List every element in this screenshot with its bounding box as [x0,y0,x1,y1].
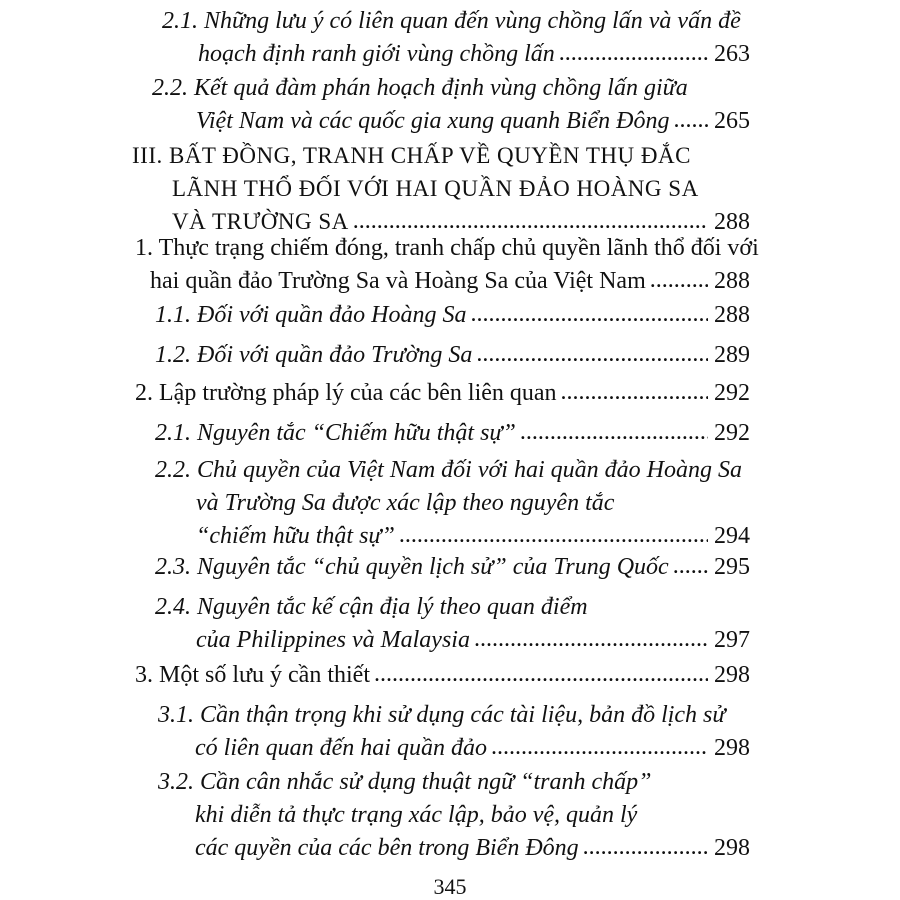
toc-entry-title: 3. Một số lưu ý cần thiết [135,662,370,688]
toc-entry [0,418,900,448]
toc-entry-line [135,233,900,263]
toc-entry-line [196,625,750,655]
toc-entry-line [155,455,900,485]
toc-entry-line [158,767,900,797]
toc-entry [0,552,900,582]
toc-entry [0,340,900,370]
dot-leader [650,265,708,295]
toc-page-number: 297 [714,627,750,653]
toc-entry-line [132,141,900,171]
toc-entry [0,73,900,136]
toc-entry-line [195,733,750,763]
toc-entry [0,767,900,863]
dot-leader [559,38,708,68]
toc-entry-title: 2. Lập trường pháp lý của các bên liên quan [135,380,557,406]
toc-entry [0,141,900,237]
toc-entry-line [158,700,900,730]
toc-entry [0,455,900,551]
toc-entry-line [196,488,900,518]
toc-page-number: 288 [714,209,750,235]
toc-entry-title: và Trường Sa được xác lập theo nguyên tắc [196,490,615,516]
dot-leader [561,377,708,407]
toc-entry-title: III. BẤT ĐỒNG, TRANH CHẤP VỀ QUYỀN THỤ ĐẮC [132,143,691,168]
dot-leader [491,732,708,762]
toc-page-number: 292 [714,380,750,406]
toc-page-number: 298 [714,662,750,688]
toc-entry [0,700,900,763]
dot-leader [470,299,708,329]
toc-entry-line [155,300,750,330]
toc-entry-title: 2.2. Kết quả đàm phán hoạch định vùng chồng lấn giữa [152,75,688,101]
toc-entry-title: của Philippines và Malaysia [196,627,470,653]
toc-page-number: 288 [714,268,750,294]
toc-page-number: 263 [714,41,750,67]
toc-entry-title: 2.1. Những lưu ý có liên quan đến vùng chồng lấn và vấn đề [162,8,741,34]
toc-entry-title: LÃNH THỔ ĐỐI VỚI HAI QUẦN ĐẢO HOÀNG SA [172,176,699,201]
dot-leader [673,105,708,135]
toc-entry-line [196,521,750,551]
toc-entry [0,660,900,690]
toc-entry [0,300,900,330]
toc-entry-title: 1. Thực trạng chiếm đóng, tranh chấp chủ quyền lãnh thổ đối với [135,235,759,261]
dot-leader [474,624,708,654]
toc-entry-title: khi diễn tả thực trạng xác lập, bảo vệ, quản lý [195,802,638,828]
page-number: 345 [433,874,467,899]
toc-page-number: 298 [714,735,750,761]
dot-leader [374,659,708,689]
toc-entry-line [155,552,750,582]
dot-leader [353,206,708,236]
toc-page-number: 298 [714,835,750,861]
toc-entry-line [195,800,900,830]
toc-entry-title: 2.2. Chủ quyền của Việt Nam đối với hai quần đảo Hoàng Sa [155,457,742,483]
toc-entry-title: 1.1. Đối với quần đảo Hoàng Sa [155,302,467,328]
toc-entry-title: VÀ TRƯỜNG SA [172,209,349,234]
toc-entry-line [196,106,750,136]
toc-entry-title: 1.2. Đối với quần đảo Trường Sa [155,342,473,368]
toc-entry-title: hai quần đảo Trường Sa và Hoàng Sa của Việt Nam [150,268,646,294]
toc-entry-title: 3.1. Cần thận trọng khi sử dụng các tài liệu, bản đồ lịch sử [158,702,726,728]
toc-page-number: 265 [714,108,750,134]
toc-entry-title: “chiếm hữu thật sự” [196,523,395,549]
toc-entry-line [150,266,750,296]
toc-entry [0,592,900,655]
dot-leader [476,339,708,369]
toc-page-number: 288 [714,302,750,328]
dot-leader [399,520,708,550]
toc-entry [0,233,900,296]
toc-entry-title: các quyền của các bên trong Biển Đông [195,835,579,861]
toc-entry-line [198,39,750,69]
toc-entry-title: 3.2. Cần cân nhắc sử dụng thuật ngữ “tranh chấp” [158,769,652,795]
toc-page-number: 292 [714,420,750,446]
dot-leader [583,832,708,862]
toc-entry-line [135,378,750,408]
toc-entry-title: 2.4. Nguyên tắc kế cận địa lý theo quan điểm [155,594,588,620]
toc-page-number: 289 [714,342,750,368]
toc-entry-line [172,174,900,204]
toc-entry-line [152,73,900,103]
toc-entry-title: có liên quan đến hai quần đảo [195,735,487,761]
toc-entry [0,6,900,69]
toc-entry-line [195,833,750,863]
toc-entry-line [155,340,750,370]
toc-page-number: 295 [714,554,750,580]
toc-entry-title: hoạch định ranh giới vùng chồng lấn [198,41,555,67]
toc-entry-title: Việt Nam và các quốc gia xung quanh Biển Đông [196,108,670,134]
toc-entry-line [135,660,750,690]
toc-entry-line [162,6,900,36]
toc-entry-line [155,592,900,622]
dot-leader [520,417,708,447]
toc-entry-title: 2.3. Nguyên tắc “chủ quyền lịch sử” của Trung Quốc [155,554,669,580]
dot-leader [673,551,708,581]
toc-entry-line [155,418,750,448]
toc-entry-title: 2.1. Nguyên tắc “Chiếm hữu thật sự” [155,420,516,446]
toc-page-number: 294 [714,523,750,549]
toc-entry [0,378,900,408]
